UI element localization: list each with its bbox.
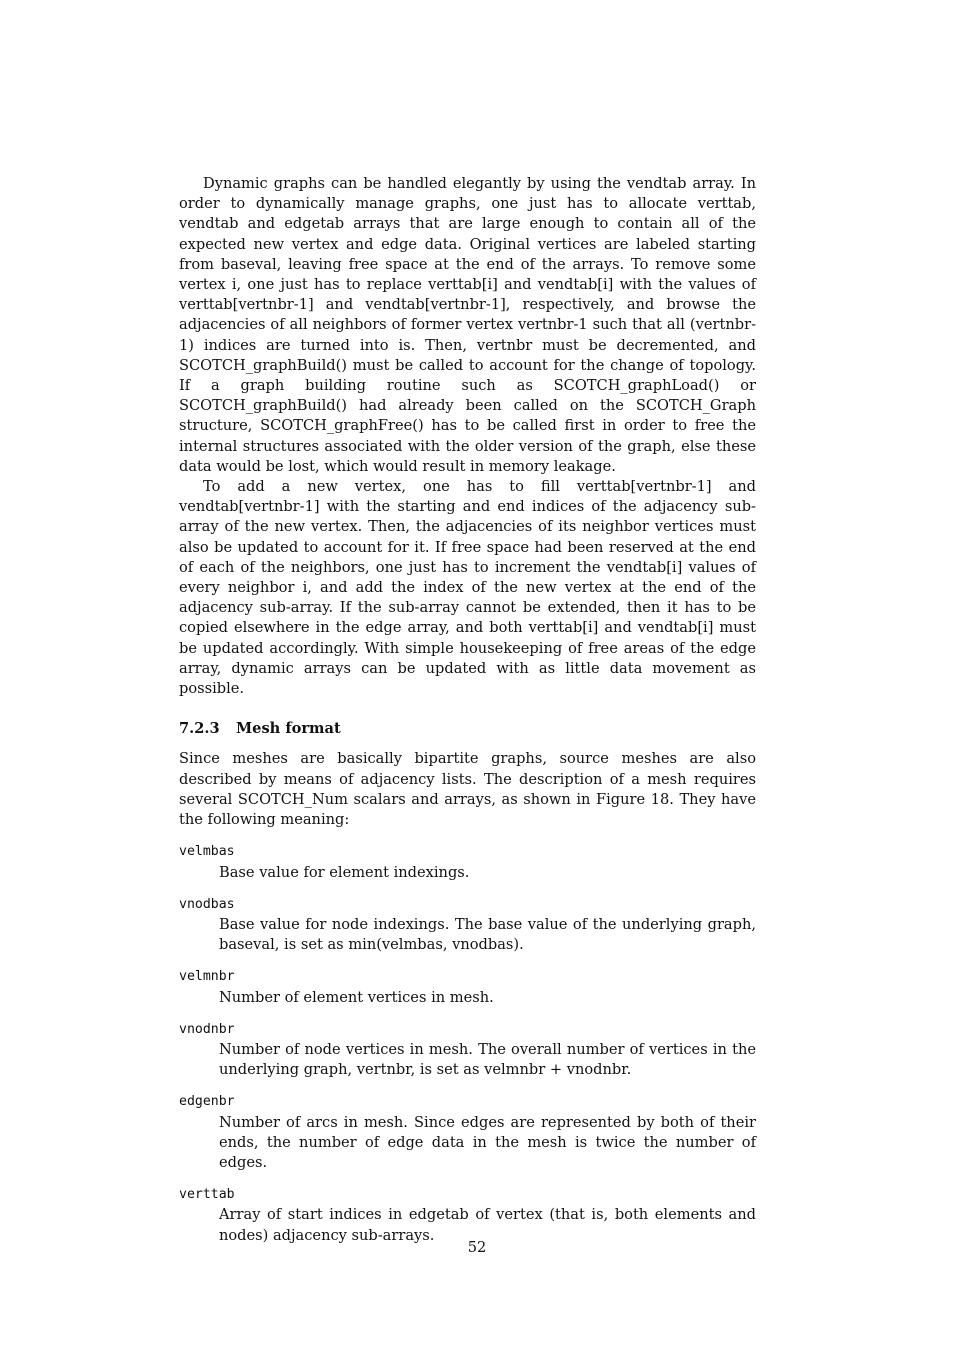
definition-term: vnodnbr — [179, 1021, 235, 1037]
definition-description: Number of node vertices in mesh. The overall number of vertices in the underlying graph, vertnbr, is set as velmnbr + vnodnbr. — [219, 1040, 756, 1079]
definition-description: Array of start indices in edgetab of vertex (that is, both elements and nodes) adjacency sub-arrays. — [219, 1206, 756, 1244]
section-title: Mesh format — [236, 720, 341, 738]
page-content — [179, 174, 756, 1246]
definition-description: Number of element vertices in mesh. — [219, 988, 494, 1006]
definition-list — [179, 842, 756, 1245]
definition-term: edgenbr — [179, 1094, 235, 1110]
definition-description: Base value for element indexings. — [219, 863, 470, 881]
definition-term: velmbas — [179, 844, 235, 860]
definition-description: Base value for node indexings. The base value of the underlying graph, baseval, is set as min(velmbas, vnodbas). — [219, 915, 756, 954]
section-number: 7.2.3 — [179, 720, 220, 738]
paragraph-mesh-intro: Since meshes are basically bipartite graphs, source meshes are also described by means of adjacency lists. The description of a mesh requires several SCOTCH_Num scalars and arrays, as shown in Figure 18. They have the following meaning: — [179, 750, 756, 829]
section-heading — [179, 719, 756, 739]
paragraph-add-vertex: To add a new vertex, one has to fill verttab[vertnbr-1] and vendtab[vertnbr-1] with the starting and end indices of the adjacency sub-array of the new vertex. Then, the adjacencies of its neighbor vertices must also be updated to account for it. If free space had been reserved at the end of each of the neighbors, one just has to increment the vendtab[i] values of every neighbor i, and add the index of the new vertex at the end of the adjacency sub-array. If the sub-array cannot be extended, then it has to be copied elsewhere in the edge array, and both verttab[i] and vendtab[i] must be updated accordingly. With simple housekeeping of free areas of the edge array, dynamic arrays can be updated with as little data movement as possible. — [179, 478, 756, 698]
definition-term: verttab — [179, 1187, 235, 1203]
definition-term: vnodbas — [179, 896, 235, 912]
definition-term: velmnbr — [179, 969, 235, 985]
page-number: 52 — [467, 1239, 487, 1256]
paragraph-dynamic-graphs: Dynamic graphs can be handled elegantly by using the vendtab array. In order to dynamically manage graphs, one just has to allocate verttab, vendtab and edgetab arrays that are large enough to contain all of the expected new vertex and edge data. Original vertices are labeled starting from baseval, leaving free space at the end of the arrays. To remove some vertex i, one just has to replace verttab[i] and vendtab[i] with the values of verttab[vertnbr-1] and vendtab[vertnbr-1], respectively, and browse the adjacencies of all neighbors of former vertex vertnbr-1 such that all (vertnbr-1) indices are turned into is. Then, vertnbr must be decremented, and SCOTCH_graphBuild() must be called to account for the change of topology. If a graph building routine such as SCOTCH_graphLoad() or SCOTCH_graphBuild() had already been called on the SCOTCH_Graph structure, SCOTCH_graphFree() has to be called first in order to free the internal structures associated with the older version of the graph, else these data would be lost, which would result in memory leakage. — [179, 175, 756, 475]
definition-description: Number of arcs in mesh. Since edges are represented by both of their ends, the number of edge data in the mesh is twice the number of edges. — [219, 1113, 756, 1171]
